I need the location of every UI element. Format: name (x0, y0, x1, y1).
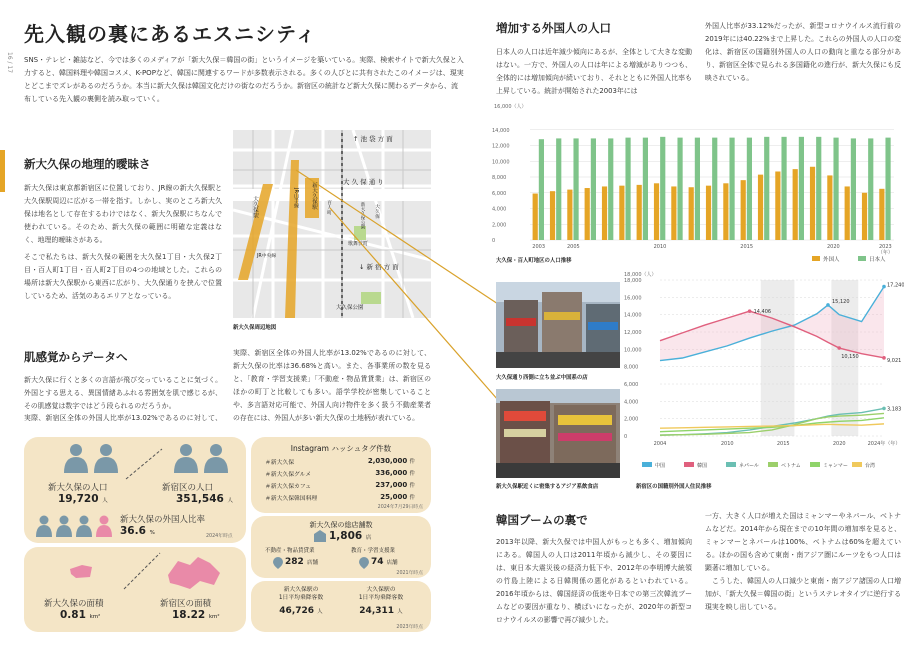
y-tick-label: 10,000 (624, 347, 642, 354)
annotation-point (882, 356, 886, 360)
page-number: 16 / 17 (6, 52, 13, 74)
y-tick-label: 10,000 (492, 159, 510, 166)
annotation-label: 9,021 (887, 357, 902, 364)
map-label-ikebukuro: ↑ 池 袋 方 面 (353, 135, 393, 143)
map-label-kabukicho: 歌舞伎町 (348, 241, 369, 247)
bar-日本人-2013 (712, 138, 717, 240)
bar-chart-caption: 大久保・百人町地区の人口推移 (496, 258, 572, 264)
y-tick-label: 2,000 (492, 222, 507, 229)
annotation-point (826, 303, 830, 307)
annotation-label: 10,150 (841, 354, 859, 361)
realestate-value: 282 店舗 (285, 557, 318, 567)
hashtag-row: ＃新大久保 2,030,000 件 (265, 457, 415, 466)
bar-日本人-2010 (660, 137, 665, 240)
photo-restaurant-image (496, 389, 620, 478)
map-label-shin-okubo-park: 新大久保公園 (360, 202, 365, 229)
photo-street-image (496, 282, 620, 368)
shops-total: 1,806 店 (329, 530, 372, 542)
legend-label-中国: 中国 (655, 463, 666, 469)
y-axis-label: 18,000（人） (624, 272, 657, 278)
bar-外国人-2015 (741, 180, 746, 240)
bar-外国人-2008 (619, 186, 624, 240)
data-paragraph-1: 新大久保に行くと多くの言語が飛び交っていることに気づく。外国とする思える、異国情緒あふれる雰囲気を肌で感じるが、その肌感覚は数字ではどう段られるのだろうか。 (24, 376, 222, 410)
shinokubo-passengers-label: 新大久保駅の 1日平均乗降客数 (278, 587, 324, 601)
x-tick-label: 2010 (653, 244, 667, 250)
annotation-point (882, 407, 886, 411)
bar-日本人-2005 (573, 138, 578, 240)
bar-外国人-2007 (602, 186, 607, 240)
bar-外国人-2010 (654, 183, 659, 240)
okubo-passengers-label: 大久保駅の 1日平均乗降客数 (358, 587, 404, 601)
instagram-title: Instagram ハッシュタグ件数 (290, 444, 392, 453)
bar-日本人-2012 (695, 138, 700, 240)
map-label-okubo-station: 大久保駅 (252, 196, 258, 218)
bar-外国人-2023 (879, 189, 884, 240)
shinjuku-area-label: 新宿区の面積 (160, 599, 212, 609)
y-tick-label: 0 (624, 434, 628, 440)
korean-boom-paragraph-1: 2013年以降、新大久保では中国人がもっとも多く、増加傾向にある。韓国人の人口は2011年頃から減少し、その要因には、東日本大震災後の経済力低下や、2012年の李明博大統領の竹島上陸による日韓関係の悪化があるといわれている。2016年頃からは、韓国経済の低迷や日本での第三次韓流ブームなどの要因が重なり、横ばいになったが、2020年の新型コロナウイルスの影響で再び減少した。 (496, 538, 692, 624)
education-value: 74 店舗 (371, 557, 398, 567)
section-heading-geography: 新大久保の地理的曖昧さ (24, 157, 151, 171)
bar-外国人-2019 (810, 167, 815, 240)
annotation-label: 17,240 (887, 282, 904, 289)
annotation-point (882, 285, 886, 289)
bar-外国人-2017 (775, 171, 780, 240)
nationality-line-chart (620, 268, 904, 480)
legend-swatch-ミャンマー (810, 462, 820, 467)
legend-label-日本人: 日本人 (869, 257, 886, 263)
foreign-pop-paragraph-2: 外国人比率が33.12%だったが、新型コロナウイルス流行前の2019年には40.22%まで上昇した。これらの外国人の人口の変化は、新宿区の国籍別外国人の人口の動向と重なる部分があり、新宿区全体で見られる多国籍化の進行が、新大久保にも反映されている。 (705, 22, 901, 82)
bar-日本人-2016 (764, 137, 769, 240)
photo-chinese-shops (496, 282, 620, 368)
bar-日本人-2015 (747, 138, 752, 240)
bar-外国人-2013 (706, 186, 711, 240)
shinjuku-area-value: 18.22 km² (172, 609, 220, 621)
foreign-ratio-label: 新大久保の外国人比率 (120, 515, 206, 525)
korean-boom-paragraph-3: こうした、韓国人の人口減少と東南・南アジア諸国の人口増加が、「新大久保＝韓国の街」というステレオタイプに逆行する現実を映し出している。 (705, 577, 901, 611)
legend-label-韓国: 韓国 (697, 463, 708, 469)
data-paragraph-2: 実際、新宿区全体の外国人比率が13.02%であるのに対して、新大久保の比率は36.68%と高い。また、各事業所の数を見ると、「教育・学習支援業」「不動産・物品賃貸業」は、新宿区のほかの町丁と比較しても多い。語学学校が密集していることや、多言語対応可能で、外国人向け物件を多く扱う不動産業者の存在には、外国人が多い新大久保の土地柄が表れている。 (233, 349, 431, 422)
annotation-point (837, 346, 841, 350)
line-chart-caption: 新宿区の国籍別外国人住民推移 (636, 484, 712, 490)
x-tick-label: 2004 (653, 441, 667, 447)
section-heading-foreign-pop: 増加する外国人の人口 (496, 21, 611, 35)
x-tick-label: 2005 (566, 244, 580, 250)
bar-外国人-2022 (862, 193, 867, 240)
hashtag-row: ＃新大久保グルメ 336,000 件 (265, 469, 415, 478)
legend-label-ネパール: ネパール (739, 463, 759, 469)
bar-外国人-2009 (637, 185, 642, 240)
map-label-okubo: 大久保 (374, 204, 379, 219)
map-label-jr-chuo: JR中央線 (257, 254, 277, 259)
shinokubo-passengers-value: 46,726 人 (279, 606, 323, 616)
y-tick-label: 4,000 (492, 206, 507, 213)
bar-日本人-2006 (591, 138, 596, 240)
pop-label: 新大久保の人口 (48, 483, 108, 493)
legend-swatch-日本人 (858, 256, 866, 261)
bar-日本人-2007 (608, 138, 613, 240)
y-tick-label: 8,000 (624, 364, 639, 371)
legend-label-ベトナム: ベトナム (781, 463, 801, 469)
shinjuku-pop-label: 新宿区の人口 (162, 483, 214, 493)
x-tick-label: 2020 (832, 441, 846, 447)
annotation-point (748, 309, 752, 313)
education-label: 教育・学習支援業 (351, 548, 396, 554)
shinjuku-pop-value: 351,546 人 (176, 493, 233, 505)
bar-日本人-2021 (851, 138, 856, 240)
legend-swatch-ベトナム (768, 462, 778, 467)
okubo-passengers-value: 24,311 人 (359, 606, 403, 616)
x-tick-label: 2020 (826, 244, 840, 250)
bar-日本人-2020 (833, 138, 838, 240)
bar-日本人-2022 (868, 138, 873, 240)
x-tick-label: 2024年（年） (867, 441, 901, 447)
population-bar-chart (490, 100, 902, 272)
y-tick-label: 8,000 (492, 175, 507, 181)
y-tick-label: 0 (492, 238, 496, 244)
y-tick-label: 6,000 (624, 382, 639, 388)
korean-boom-paragraph-2: 一方、大きく人口が増えた国はミャンマーやネパール、ベトナムなどだ。2014年から現在までの10年間の増加率を見ると、ミャンマーとネパールは100%、ベトナムは60%を超えている。ほかの国も含めて東南・南アジア圏にルーツをもつ人口は顕著に増加している。 (705, 512, 901, 572)
bar-日本人-2004 (556, 138, 561, 240)
x-tick-label: 2015 (740, 244, 754, 250)
geography-paragraph-1: 新大久保は東京都新宿区に位置しており、JR線の新大久保駅と大久保駅周辺に広がる一帯を指す。しかし、実のところ新大久保は地名として存在するわけではなく、新大久保駅にちなんで使われている。そのため、新大久保の範囲に明確な定義はなく、地理的曖昧さがある。 (24, 184, 222, 244)
x-tick-label: 2010 (720, 441, 734, 447)
x-tick-label: 2023 (878, 244, 892, 250)
x-tick-label: 2015 (776, 441, 790, 447)
bar-外国人-2012 (689, 187, 694, 240)
annotation-label: 15,120 (832, 298, 850, 305)
bar-外国人-2020 (827, 175, 832, 240)
bar-日本人-2003 (539, 139, 544, 240)
y-tick-label: 6,000 (492, 190, 507, 197)
legend-swatch-中国 (642, 462, 652, 467)
y-tick-label: 16,000 (624, 295, 642, 302)
map-label-okubo-dori: 大 久 保 通 り (343, 178, 384, 186)
y-tick-label: 18,000 (624, 278, 642, 284)
legend-swatch-外国人 (812, 256, 820, 261)
y-tick-label: 12,000 (624, 330, 642, 336)
realestate-label: 不動産・物品賃貸業 (265, 548, 315, 554)
geography-paragraph-2: そこで私たちは、新大久保の範囲を大久保1丁目・大久保2丁目・百人町1丁目・百人町2丁目の4つの地域とした。これらの場所は新大久保駅から東西に広がり、大久保通りを挟んで位置しているため、活気のあるエリアとなっている。 (24, 253, 222, 300)
bar-外国人-2004 (550, 191, 555, 240)
lead-paragraph: SNS・テレビ・雑誌など、今では多くのメディアが「新大久保＝韓国の街」というイメージを築いている。実際、検索サイトで新大久保と入力すると、韓国料理や韓国コスメ、K-POPなど、韓国に関連するワードが多数表示される。多くの人びとに共有されたこのイメージは、現実とどこまでズレがあるのだろうか。本当に新大久保は韓国文化だけの街なのだろうか。新宿区の統計など新大久保に関わるデータから、流布している先入観の裏側を読み取っていく。 (24, 56, 464, 103)
bar-外国人-2005 (567, 190, 572, 240)
bar-日本人-2019 (816, 137, 821, 240)
bar-外国人-2011 (671, 186, 676, 240)
legend-swatch-韓国 (684, 462, 694, 467)
photo1-caption: 大久保通り西側に立ち並ぶ中国系の店 (496, 375, 588, 381)
bar-外国人-2016 (758, 175, 763, 240)
annotation-label: 14,406 (753, 309, 772, 316)
page-title: 先入観の裏にあるエスニシティ (24, 22, 317, 46)
instagram-note: 2024年7月29日時点 (377, 505, 423, 510)
map-label-shinjuku: ↓ 新 宿 方 面 (359, 263, 399, 271)
y-axis-label: 16,000（人） (494, 104, 527, 110)
shops-note: 2021年時点 (396, 571, 423, 576)
annotation-label: 3,183 (887, 406, 902, 413)
bar-外国人-2006 (585, 188, 590, 240)
x-tick-label: （年） (877, 250, 893, 256)
bar-外国人-2018 (793, 169, 798, 240)
bar-外国人-2021 (845, 186, 850, 240)
y-tick-label: 12,000 (492, 143, 510, 150)
map-label-shin-okubo-station: 新大久保駅 (311, 182, 317, 210)
bar-日本人-2023 (885, 138, 890, 240)
map-label-hyakunincho: 百人町 (326, 200, 331, 215)
photo2-caption: 新大久保駅近くに密集するアジア系飲食店 (496, 484, 599, 490)
bar-日本人-2017 (781, 137, 786, 240)
pop-value: 19,720 人 (58, 493, 108, 505)
legend-label-ミャンマー: ミャンマー (823, 463, 848, 469)
section-heading-korean-boom: 韓国ブームの裏で (496, 513, 588, 527)
y-tick-label: 14,000 (624, 312, 642, 319)
bar-日本人-2011 (677, 138, 682, 240)
foreign-ratio-value: 36.6 % (120, 525, 155, 537)
hashtag-row: ＃新大久保韓国料理 25,000 件 (265, 493, 415, 502)
bar-外国人-2003 (533, 194, 538, 240)
map-label-yamanote: JR山手線 (293, 188, 299, 208)
photo-asian-restaurants (496, 389, 620, 478)
stations-note: 2023年時点 (396, 625, 423, 630)
section-heading-data: 肌感覚からデータへ (24, 350, 128, 364)
legend-swatch-ネパール (726, 462, 736, 467)
legend-swatch-台湾 (852, 462, 862, 467)
x-tick-label: 2003 (532, 244, 546, 250)
y-tick-label: 4,000 (624, 399, 639, 406)
map-caption: 新大久保周辺地図 (233, 325, 277, 331)
legend-label-外国人: 外国人 (823, 257, 840, 263)
bar-日本人-2014 (729, 138, 734, 240)
legend-label-台湾: 台湾 (865, 463, 876, 469)
bar-日本人-2018 (799, 137, 804, 240)
hashtag-row: ＃新大久保カフェ 237,000 件 (265, 481, 415, 490)
highlight-band (761, 280, 795, 436)
foreign-pop-paragraph-1: 日本人の人口は近年減少傾向にあるが、全体として大きな変動はない。一方で、外国人の人口は年による増減がありつつも、全体的には増加傾向が続いており、それとともに外国人比率も上昇している。統計が開始された2003年には (496, 48, 692, 95)
bar-日本人-2009 (643, 138, 648, 240)
map-label-okubo-park: 大久保公園 (336, 305, 364, 311)
y-tick-label: 14,000 (492, 127, 510, 134)
bar-外国人-2014 (723, 183, 728, 240)
area-value: 0.81 km² (60, 609, 101, 621)
population-year-note: 2024年時点 (206, 534, 233, 539)
bar-日本人-2008 (625, 138, 630, 240)
area-label: 新大久保の面積 (44, 599, 104, 609)
shops-title: 新大久保の総店舗数 (309, 521, 373, 529)
data-paragraph-2a: 実際、新宿区全体の外国人比率が13.02%であるのに対して、 (24, 414, 222, 422)
y-tick-label: 2,000 (624, 416, 639, 423)
